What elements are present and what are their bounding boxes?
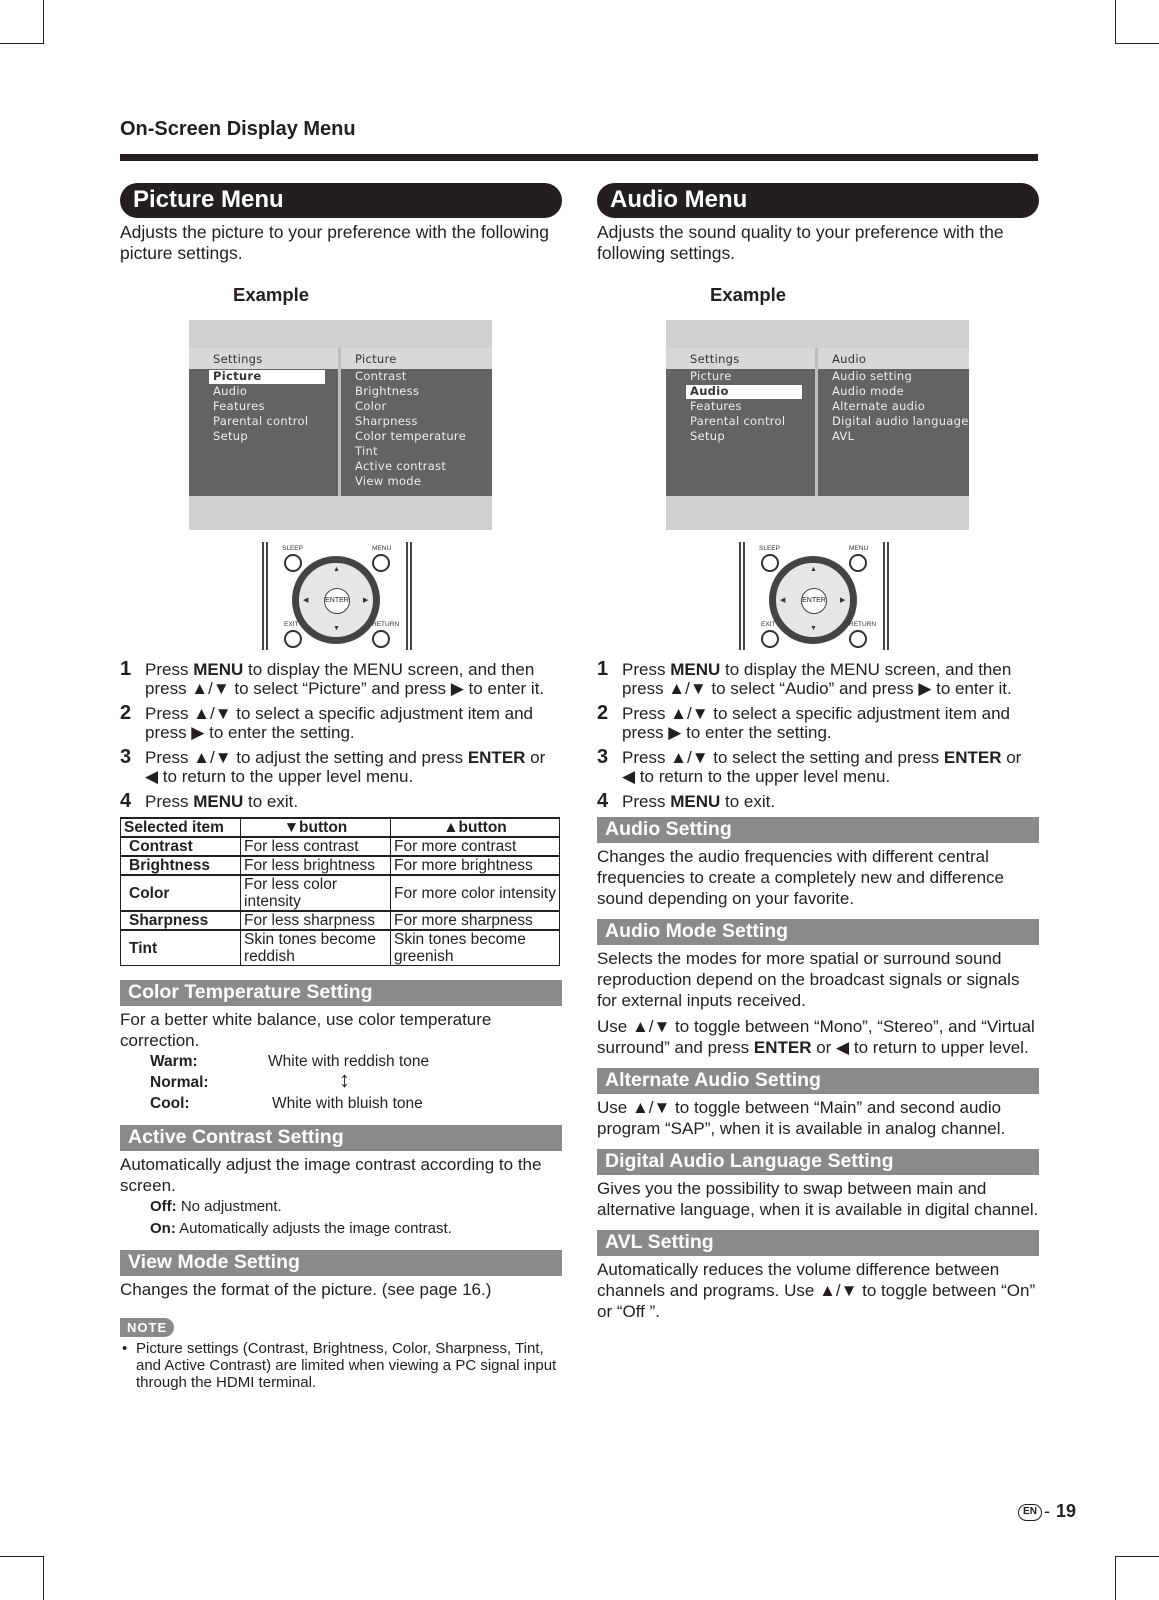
remote-menu-label: MENU [372,545,392,552]
right-arrow-icon: ▶ [840,597,846,604]
up-arrow-icon: ▲ [333,566,340,573]
step-item: 1 Press MENU to display the MENU screen, and then press ▲/▼ to select “Audio” and press ▶ to enter it. [597,658,1012,698]
remote-exit-button [761,630,779,648]
picture-osd-screen [189,320,492,530]
avl-body: Automatically reduces the volume difference between channels and programs. Use ▲/▼ to toggle between “On” or “Off ”. [597,1260,1036,1321]
down-arrow-icon: ▼ [333,625,340,632]
digital-audio-language-heading: Digital Audio Language Setting [597,1149,1039,1175]
adjustment-table [120,817,560,966]
page-header-title: On-Screen Display Menu [120,118,356,140]
crop-mark [0,1556,44,1557]
crop-mark [43,0,44,44]
osd-submenu-item: Digital audio language [832,414,969,428]
example-label: Example [233,284,310,305]
crop-mark [43,1556,44,1600]
note-badge: NOTE [120,1318,174,1337]
crop-mark [1115,1556,1116,1600]
left-arrow-icon: ◀ [303,597,309,604]
osd-submenu-item: Contrast [355,369,407,383]
osd-menu-item: Setup [213,429,248,443]
table-row: Brightness For less brightness For more brightness [121,856,560,875]
remote-return-label: RETURN [849,621,877,628]
osd-divider [338,348,341,496]
picture-steps [120,660,562,811]
option-value: White with reddish tone [268,1053,430,1070]
audio-menu-column [597,183,1039,1322]
osd-menu-item: Audio [690,384,729,398]
down-arrow-icon: ▼ [810,625,817,632]
remote-edge [262,542,264,650]
remote-illustration [262,542,412,654]
color-temperature-options [120,1051,562,1115]
audio-osd-screen [666,320,969,530]
osd-submenu-item: Audio setting [832,369,913,383]
picture-menu-column [120,183,562,1391]
header-rule [120,154,1038,161]
option-label: Cool: [150,1095,190,1112]
osd-submenu-item: AVL [832,429,855,443]
color-temperature-body: For a better white balance, use color temperature correction. [120,1010,492,1050]
osd-menu-item: Parental control [690,414,786,428]
step-item: 4 Press MENU to exit. [120,790,299,812]
audio-mode-body: Selects the modes for more spatial or surround sound reproduction depend on the broadcast signals or signals for external inputs received. [597,949,1020,1010]
view-mode-body: Changes the format of the picture. (see page 16.) [120,1280,492,1299]
remote-menu-button [849,554,867,572]
option-label: Normal: [150,1074,209,1091]
step-item: 2 Press ▲/▼ to select a specific adjustment item and press ▶ to enter the setting. [597,702,1010,742]
osd-menu-item: Features [690,399,742,413]
audio-mode-heading: Audio Mode Setting [597,919,1039,945]
osd-submenu-item: Color [355,399,387,413]
option-value: White with bluish tone [272,1095,423,1112]
remote-exit-button [284,630,302,648]
crop-mark [0,43,44,44]
active-contrast-on: On: Automatically adjusts the image contrast. [150,1220,452,1237]
remote-sleep-button [284,554,302,572]
osd-submenu-item: Brightness [355,384,420,398]
page-separator: - [1044,1501,1050,1521]
osd-menu-item: Parental control [213,414,309,428]
page-number-value: 19 [1056,1501,1077,1521]
osd-menu-item: Setup [690,429,725,443]
remote-illustration [739,542,889,654]
step-item: 1 Press MENU to display the MENU screen, and then press ▲/▼ to select “Picture” and press ▶ to enter it. [120,658,545,698]
color-temperature-heading: Color Temperature Setting [120,980,562,1006]
digital-audio-language-body: Gives you the possibility to swap between main and alternative language, when it is available in digital channel. [597,1179,1039,1219]
remote-edge [739,542,741,650]
audio-setting-body: Changes the audio frequencies with different central frequencies to create a completely new and difference sound depending on your favorite. [597,847,1004,908]
alternate-audio-heading: Alternate Audio Setting [597,1068,1039,1094]
active-contrast-body: Automatically adjust the image contrast according to the screen. [120,1155,542,1195]
osd-left-header: Settings [690,352,740,366]
remote-enter-button: ENTER [801,588,827,614]
remote-return-button [849,630,867,648]
view-mode-heading: View Mode Setting [120,1250,562,1276]
crop-mark [1115,43,1159,44]
note-text: • Picture settings (Contrast, Brightness, Color, Sharpness, Tint, and Active Contrast) are limited when viewing a PC signal input through the HDMI terminal. [122,1340,557,1391]
step-item: 3 Press ▲/▼ to adjust the setting and press ENTER or ◀ to return to the upper level menu. [120,746,546,786]
remote-edge [410,542,412,650]
crop-mark [1115,0,1116,44]
remote-edge [883,542,885,650]
up-down-arrow-icon: ↕ [339,1067,350,1092]
active-contrast-heading: Active Contrast Setting [120,1125,562,1151]
table-row: Sharpness For less sharpness For more sharpness [121,911,560,930]
osd-menu-item: Features [213,399,265,413]
right-arrow-icon: ▶ [363,597,369,604]
page-number [1018,1501,1076,1522]
left-arrow-icon: ◀ [780,597,786,604]
osd-left-header: Settings [213,352,263,366]
remote-edge [743,542,745,650]
osd-submenu-item: Sharpness [355,414,418,428]
osd-submenu-item: Active contrast [355,459,447,473]
remote-menu-label: MENU [849,545,869,552]
audio-setting-heading: Audio Setting [597,817,1039,843]
picture-menu-title: Picture Menu [120,183,562,218]
osd-menu-item: Picture [690,369,732,383]
audio-menu-title: Audio Menu [597,183,1039,218]
remote-edge [406,542,408,650]
step-item: 3 Press ▲/▼ to select the setting and press ENTER or ◀ to return to the upper level menu. [597,746,1022,786]
avl-heading: AVL Setting [597,1230,1039,1256]
step-item: 2 Press ▲/▼ to select a specific adjustment item and press ▶ to enter the setting. [120,702,533,742]
osd-right-header: Audio [832,352,867,366]
osd-menu-item: Picture [213,369,262,383]
osd-submenu-item: Tint [355,444,378,458]
remote-enter-button: ENTER [324,588,350,614]
audio-mode-body-2: Use ▲/▼ to toggle between “Mono”, “Stereo”, and “Virtual surround” and press ENTER or ◀ to return to upper level. [597,1017,1035,1057]
table-row: Contrast For less contrast For more contrast [121,837,560,856]
osd-submenu-item: Alternate audio [832,399,926,413]
crop-mark [1115,1556,1159,1557]
picture-menu-lead: Adjusts the picture to your preference with the following picture settings. [120,222,549,263]
table-row: Color For less color intensity For more color intensity [121,875,560,911]
remote-return-button [372,630,390,648]
osd-right-header: Picture [355,352,397,366]
language-badge: EN [1018,1504,1042,1521]
remote-exit-label: EXIT [284,621,299,628]
remote-sleep-label: SLEEP [282,545,303,552]
example-label: Example [710,284,787,305]
remote-sleep-label: SLEEP [759,545,780,552]
audio-menu-lead: Adjusts the sound quality to your preference with the following settings. [597,222,1004,263]
table-row: Tint Skin tones become reddish Skin tones become greenish [121,930,560,966]
osd-submenu-item: View mode [355,474,422,488]
remote-menu-button [372,554,390,572]
table-header: ▼button [241,818,391,837]
table-header-row [121,818,560,837]
remote-return-label: RETURN [372,621,400,628]
remote-edge [266,542,268,650]
active-contrast-off: Off: No adjustment. [150,1198,282,1215]
remote-exit-label: EXIT [761,621,776,628]
osd-divider [815,348,818,496]
remote-dpad [769,556,857,644]
table-header: Selected item [121,818,241,837]
remote-sleep-button [761,554,779,572]
step-item: 4 Press MENU to exit. [597,790,776,812]
osd-submenu-item: Color temperature [355,429,467,443]
alternate-audio-body: Use ▲/▼ to toggle between “Main” and second audio program “SAP”, when it is available in analog channel. [597,1098,1006,1138]
audio-steps [597,660,1039,811]
remote-edge [887,542,889,650]
osd-submenu-item: Audio mode [832,384,904,398]
osd-menu-item: Audio [213,384,248,398]
remote-dpad [292,556,380,644]
up-arrow-icon: ▲ [810,566,817,573]
option-label: Warm: [150,1053,198,1070]
table-header: ▲button [391,818,560,837]
